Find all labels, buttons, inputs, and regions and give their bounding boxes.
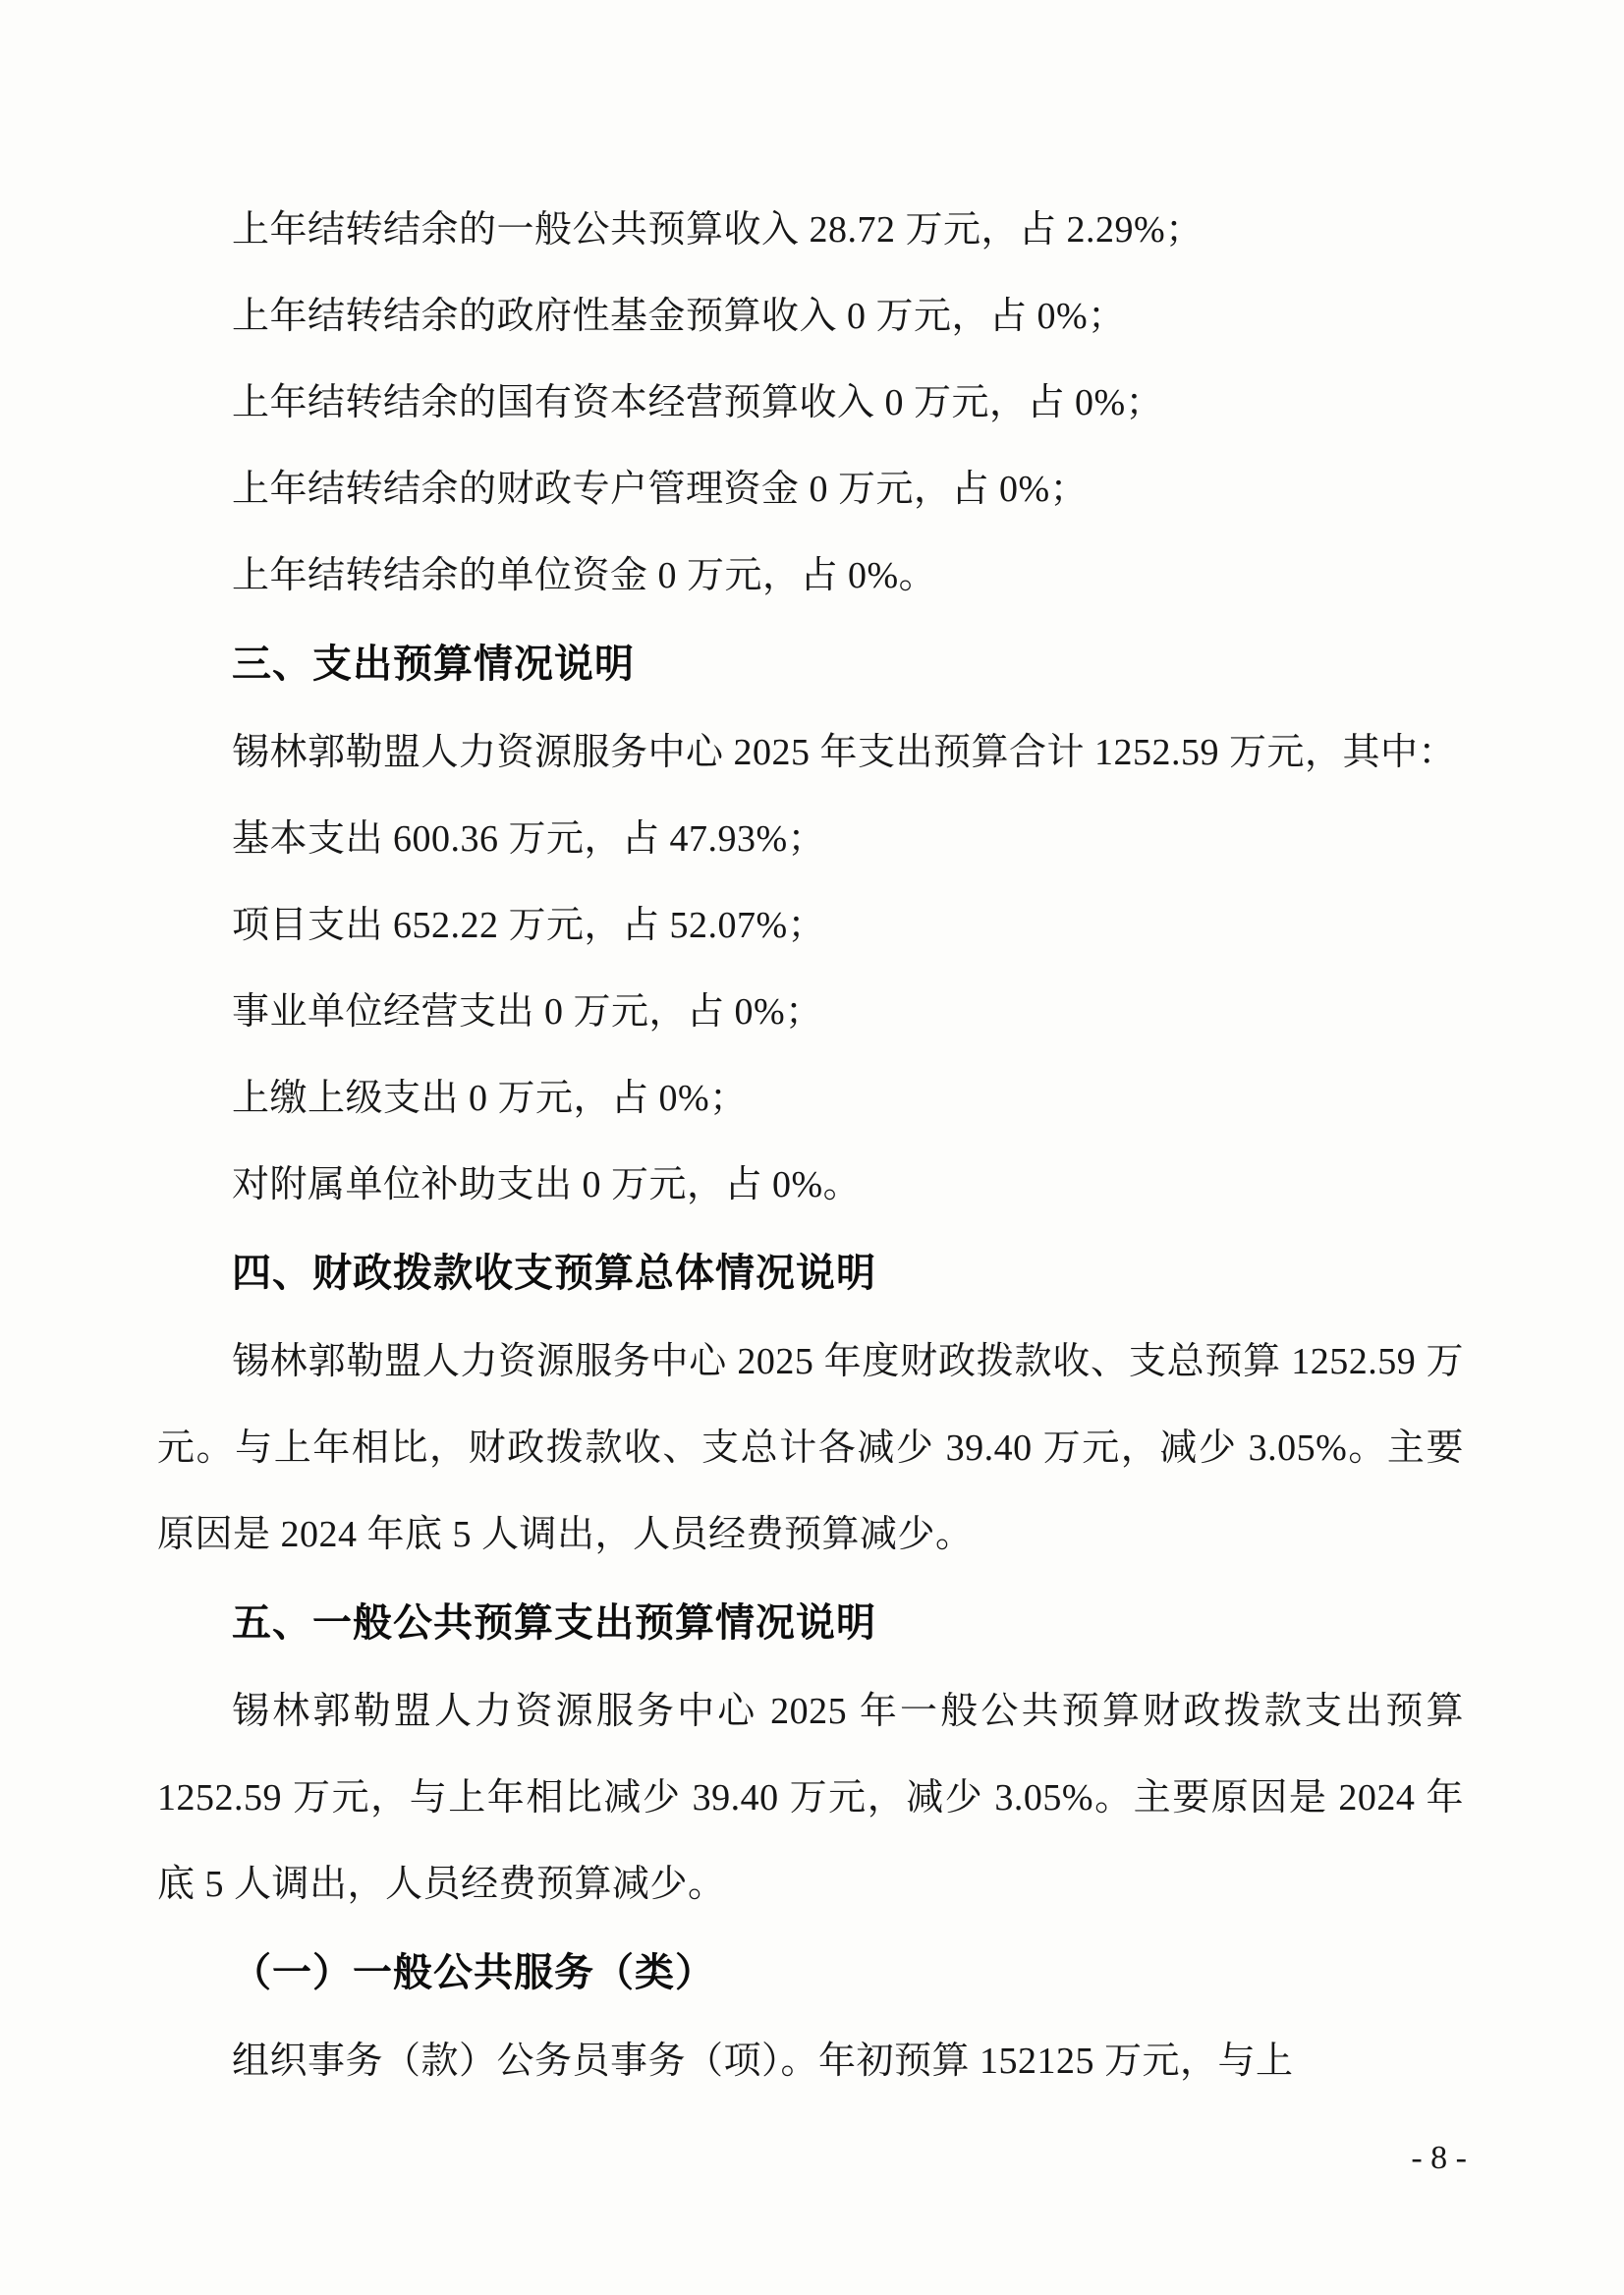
page-number: - 8 - <box>1411 2140 1467 2176</box>
section-three-item-1: 基本支出 600.36 万元，占 47.93%； <box>232 818 826 860</box>
section-five-heading: 五、一般公共预算支出预算情况说明 <box>232 1601 876 1645</box>
section-five-paragraph: 锡林郭勒盟人力资源服务中心 2025 年一般公共预算财政拨款支出预算 1252.59 万元，与上年相比减少 39.40 万元，减少 3.05%。主要原因是 2024 年底 5 人调出，人员经费预算减少。 <box>157 1691 1464 1905</box>
section-three-item-4: 上缴上级支出 0 万元，占 0%； <box>232 1078 748 1119</box>
carryover-line-1: 上年结转结余的一般公共预算收入 28.72 万元，占 2.29%； <box>232 209 1204 251</box>
section-five-subsection-paragraph: 组织事务（款）公务员事务（项）。年初预算 152125 万元，与上 <box>232 2041 1294 2082</box>
section-three-intro: 锡林郭勒盟人力资源服务中心 2025 年支出预算合计 1252.59 万元，其中： <box>232 732 1457 773</box>
section-three-item-3: 事业单位经营支出 0 万元，占 0%； <box>232 991 823 1033</box>
section-three-item-5: 对附属单位补助支出 0 万元，占 0%。 <box>232 1164 862 1205</box>
section-three-item-2: 项目支出 652.22 万元，占 52.07%； <box>232 905 826 946</box>
section-four-paragraph: 锡林郭勒盟人力资源服务中心 2025 年度财政拨款收、支总预算 1252.59 万元。与上年相比，财政拨款收、支总计各减少 39.40 万元，减少 3.05%。主要原因是 2024 年底 5 人调出，人员经费预算减少。 <box>157 1341 1464 1555</box>
carryover-line-4: 上年结转结余的财政专户管理资金 0 万元，占 0%； <box>232 469 1089 510</box>
page-content <box>157 187 1464 2104</box>
section-three-heading: 三、支出预算情况说明 <box>232 643 635 686</box>
carryover-line-3: 上年结转结余的国有资本经营预算收入 0 万元，占 0%； <box>232 382 1164 423</box>
section-five-subsection-heading: （一）一般公共服务（类） <box>232 1951 715 1994</box>
section-four-heading: 四、财政拨款收支预算总体情况说明 <box>232 1252 876 1295</box>
carryover-line-5: 上年结转结余的单位资金 0 万元，占 0%。 <box>232 555 937 596</box>
carryover-line-2: 上年结转结余的政府性基金预算收入 0 万元，占 0%； <box>232 296 1126 337</box>
